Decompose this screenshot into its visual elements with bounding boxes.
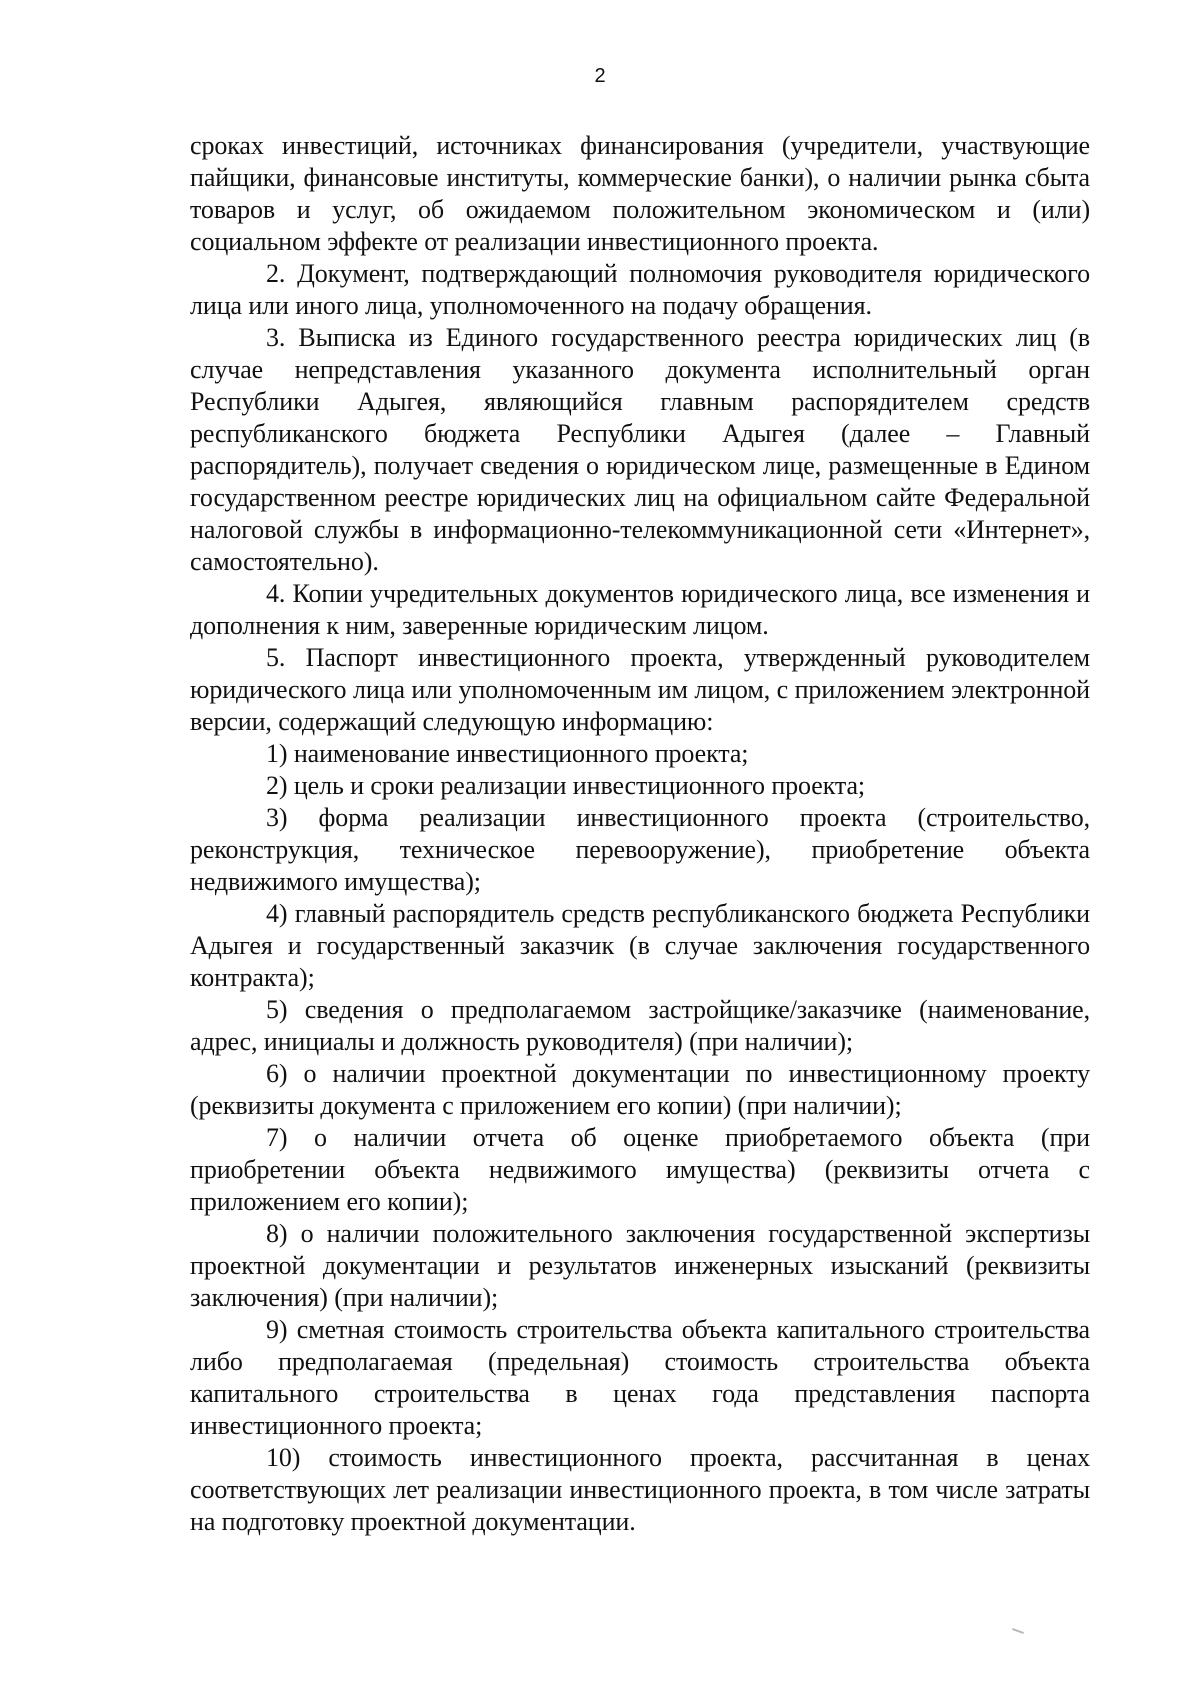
subitem-2: 2) цель и сроки реализации инвестиционного проекта; [266, 771, 866, 800]
subitem-8: 8) о наличии положительного заключения государственной экспертизы проектной документации и результатов инженерных изысканий (реквизиты заключения) (при наличии); [190, 1219, 1090, 1312]
paragraph-item-4: 4. Копии учредительных документов юридического лица, все изменения и дополнения к ним, заверенные юридическим лицом. [190, 579, 1090, 640]
subitem-9: 9) сметная стоимость строительства объекта капитального строительства либо предполагаемая (предельная) стоимость строительства объекта капитального строительства в ценах года представления паспорта инвестиционного проекта; [190, 1315, 1090, 1440]
paragraph-item-5: 5. Паспорт инвестиционного проекта, утвержденный руководителем юридического лица или уполномоченным им лицом, с приложением электронной версии, содержащий следующую информацию: [190, 643, 1090, 736]
page-number: 2 [594, 65, 606, 87]
subitem-7: 7) о наличии отчета об оценке приобретаемого объекта (при приобретении объекта недвижимого имущества) (реквизиты отчета с приложением его копии); [190, 1123, 1090, 1216]
subitem-5: 5) сведения о предполагаемом застройщике/заказчике (наименование, адрес, инициалы и должность руководителя) (при наличии); [190, 995, 1090, 1056]
scan-artifact-mark [1012, 1628, 1024, 1634]
paragraph-item-3: 3. Выписка из Единого государственного реестра юридических лиц (в случае непредставления указанного документа исполнительный орган Республики Адыгея, являющийся главным распорядителем средств республиканского бюджета Республики Адыгея (далее – Главный распорядитель), получает сведения о юридическом лице, размещенные в Едином государственном реестре юридических лиц на официальном сайте Федеральной налоговой службы в информационно-телекоммуникационной сети «Интернет», самостоятельно). [190, 323, 1090, 576]
subitem-1: 1) наименование инвестиционного проекта; [266, 739, 749, 768]
paragraph-item-2: 2. Документ, подтверждающий полномочия руководителя юридического лица или иного лица, уполномоченного на подачу обращения. [190, 259, 1090, 320]
document-body [190, 130, 1090, 1538]
subitem-6: 6) о наличии проектной документации по инвестиционному проекту (реквизиты документа с приложением его копии) (при наличии); [190, 1059, 1090, 1120]
subitem-3: 3) форма реализации инвестиционного проекта (строительство, реконструкция, техническое перевооружение), приобретение объекта недвижимого имущества); [190, 803, 1090, 896]
subitem-4: 4) главный распорядитель средств республиканского бюджета Республики Адыгея и государственный заказчик (в случае заключения государственного контракта); [190, 899, 1090, 992]
paragraph-continuation: сроках инвестиций, источниках финансирования (учредители, участвующие пайщики, финансовые институты, коммерческие банки), о наличии рынка сбыта товаров и услуг, об ожидаемом положительном экономическом и (или) социальном эффекте от реализации инвестиционного проекта. [190, 131, 1090, 256]
subitem-10: 10) стоимость инвестиционного проекта, рассчитанная в ценах соответствующих лет реализации инвестиционного проекта, в том числе затраты на подготовку проектной документации. [190, 1443, 1090, 1536]
